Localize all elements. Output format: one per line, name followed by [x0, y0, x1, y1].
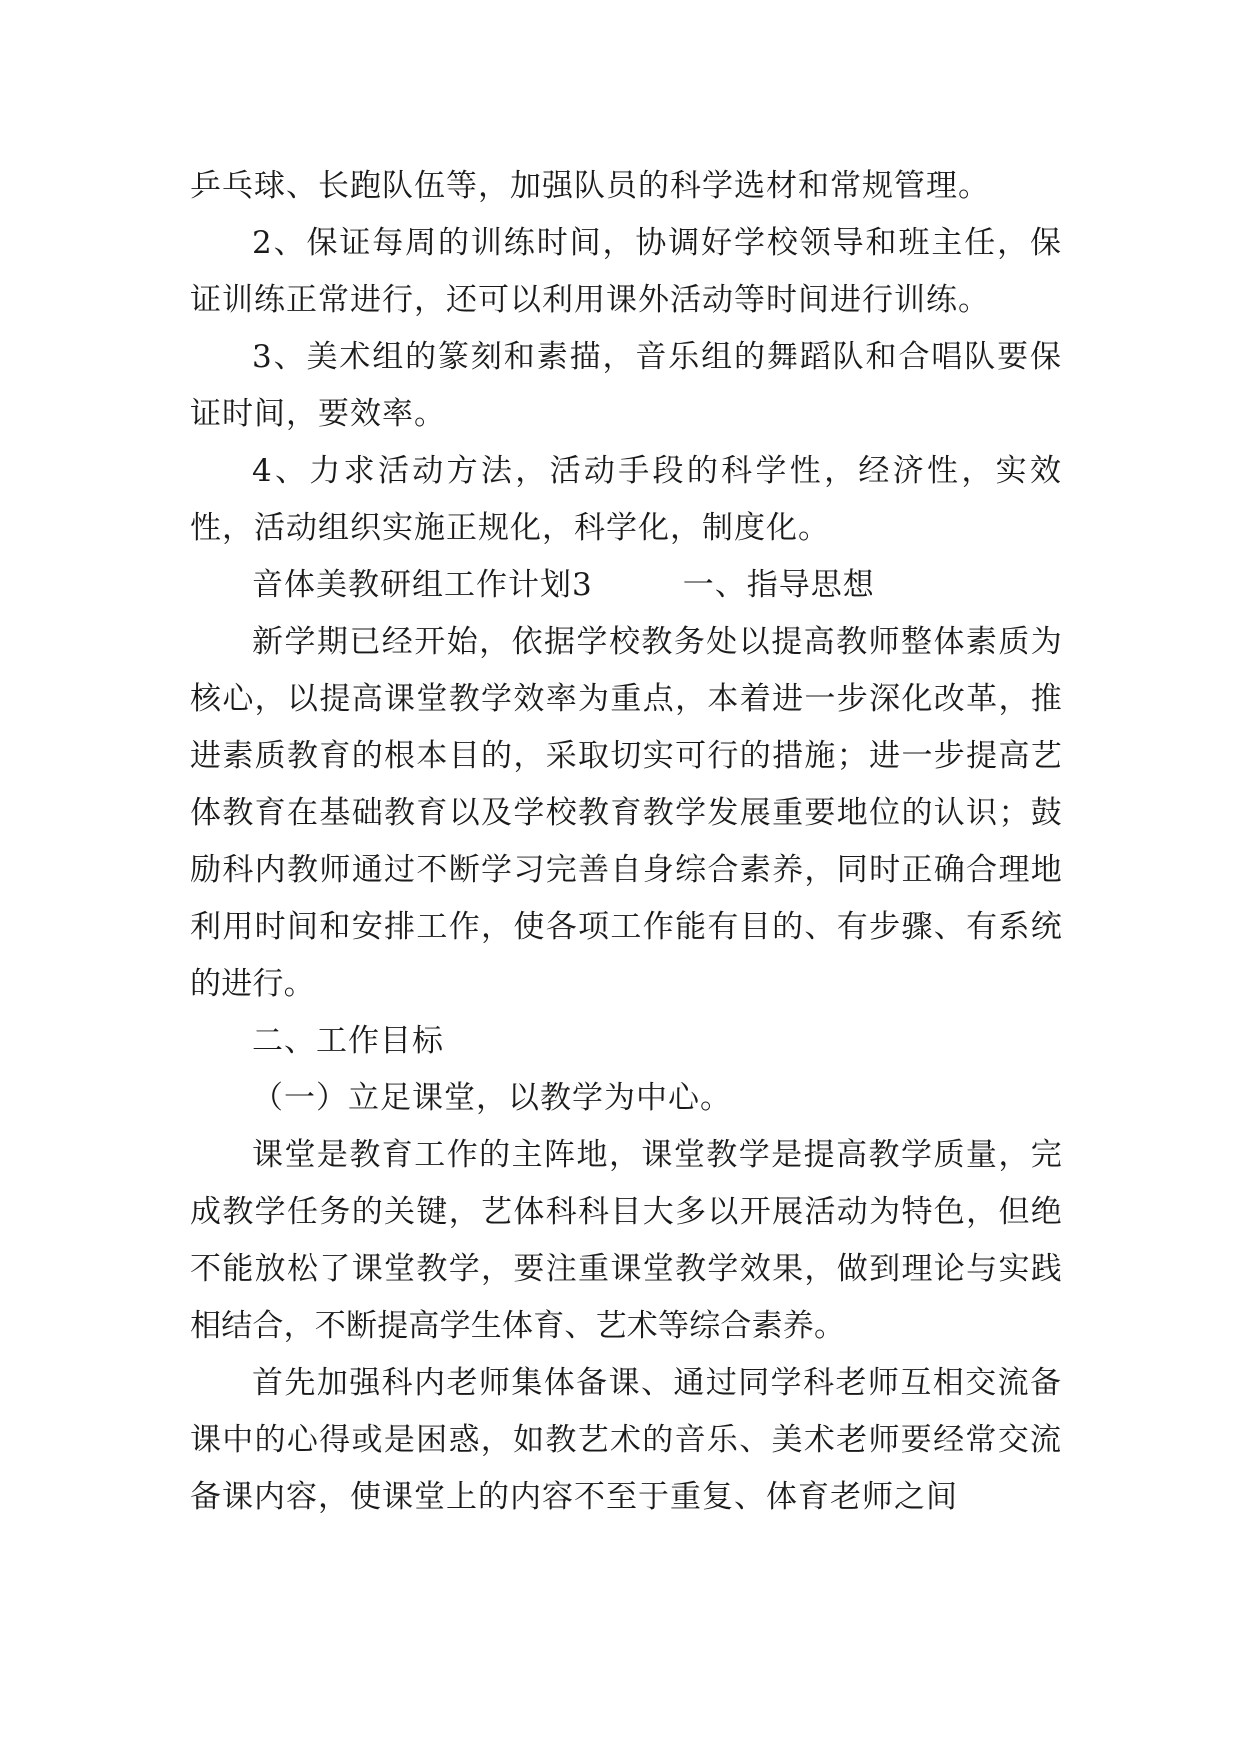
- paragraph-item-4: 4、力求活动方法，活动手段的科学性，经济性，实效性，活动组织实施正规化，科学化，制度化。: [190, 453, 1062, 546]
- section-heading-guiding-thought: 一、指导思想: [682, 567, 875, 603]
- document-body: [190, 158, 1062, 1526]
- paragraph-item-3: 3、美术组的篆刻和素描，音乐组的舞蹈队和合唱队要保证时间，要效率。: [190, 339, 1062, 432]
- paragraph-classroom: 课堂是教育工作的主阵地，课堂教学是提高教学质量，完成教学任务的关键，艺体科科目大多以开展活动为特色，但绝不能放松了课堂教学，要注重课堂教学效果，做到理论与实践相结合，不断提高学生体育、艺术等综合素养。: [190, 1137, 1062, 1344]
- document-title: 音体美教研组工作计划3: [252, 567, 593, 603]
- paragraph-item-2: 2、保证每周的训练时间，协调好学校领导和班主任，保证训练正常进行，还可以利用课外活动等时间进行训练。: [190, 225, 1062, 318]
- section-heading-line: [190, 557, 1062, 614]
- paragraph-guiding-thought: 新学期已经开始，依据学校教务处以提高教师整体素质为核心，以提高课堂教学效率为重点，本着进一步深化改革，推进素质教育的根本目的，采取切实可行的措施；进一步提高艺体教育在基础教育以及学校教育教学发展重要地位的认识；鼓励科内教师通过不断学习完善自身综合素养，同时正确合理地利用时间和安排工作，使各项工作能有目的、有步骤、有系统的进行。: [190, 624, 1062, 1002]
- paragraph-continuation: 乒乓球、长跑队伍等，加强队员的科学选材和常规管理。: [190, 168, 990, 204]
- subheading-classroom: （一）立足课堂，以教学为中心。: [252, 1080, 732, 1116]
- paragraph-lesson-prep: 首先加强科内老师集体备课、通过同学科老师互相交流备课中的心得或是困惑，如教艺术的音乐、美术老师要经常交流备课内容，使课堂上的内容不至于重复、体育老师之间: [190, 1365, 1062, 1515]
- section-heading-work-goals: 二、工作目标: [252, 1023, 444, 1059]
